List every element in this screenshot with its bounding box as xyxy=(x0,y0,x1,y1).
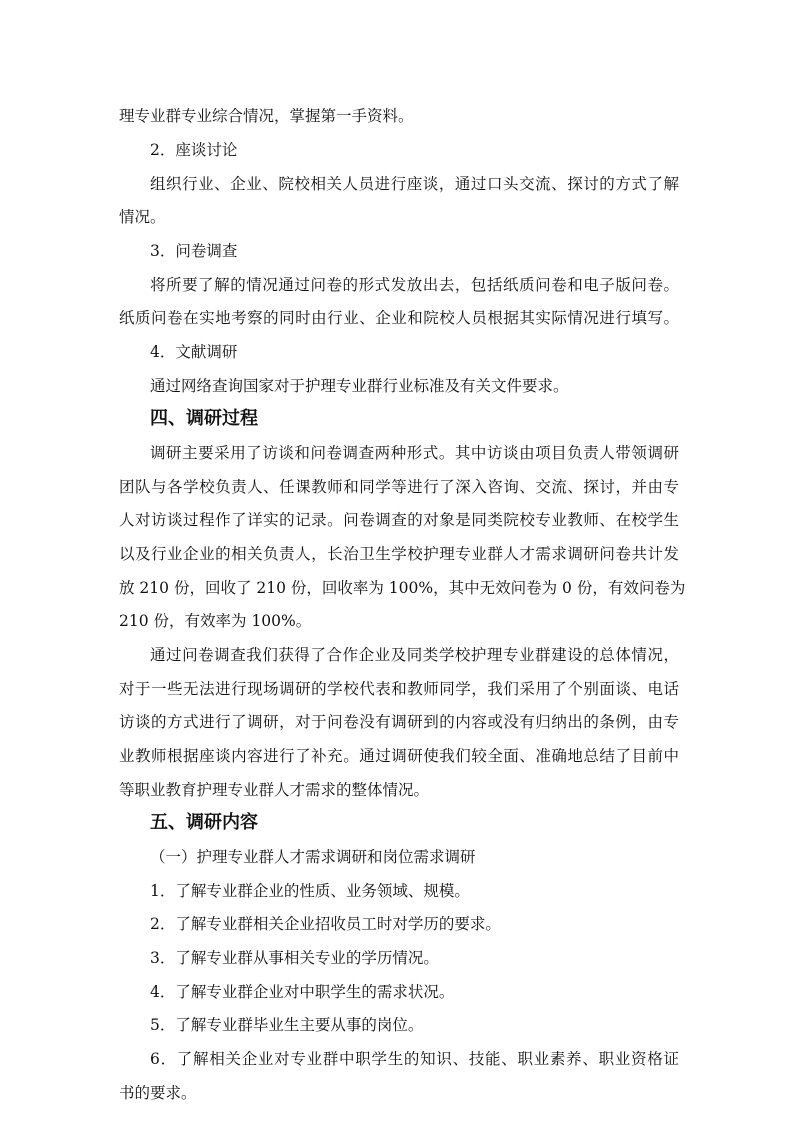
list-item: 1．了解专业群企业的性质、业务领域、规模。 xyxy=(150,882,470,900)
paragraph-line: 组织行业、企业、院校相关人员进行座谈，通过口头交流、探讨的方式了解 xyxy=(150,175,679,193)
section-heading: 五、调研内容 xyxy=(150,812,258,833)
paragraph-line: 放 210 份，回收了 210 份，回收率为 100%，其中无效问卷为 0 份，有效问卷为 xyxy=(119,579,686,597)
paragraph-line: 210 份，有效率为 100%。 xyxy=(119,612,312,630)
subheading-line: 4．文献调研 xyxy=(150,343,238,361)
paragraph-line: 团队与各学校负责人、任课教师和同学等进行了深入咨询、交流、探讨，并由专 xyxy=(119,478,679,496)
list-item: 3．了解专业群从事相关专业的学历情况。 xyxy=(150,949,439,967)
list-item: 6．了解相关企业对专业群中职学生的知识、技能、职业素养、职业资格证 xyxy=(150,1050,679,1068)
list-item-continuation: 书的要求。 xyxy=(119,1084,197,1102)
paragraph-line: 以及行业企业的相关负责人，长治卫生学校护理专业群人才需求调研问卷共计发 xyxy=(119,545,679,563)
list-item: 5．了解专业群毕业生主要从事的岗位。 xyxy=(150,1016,424,1034)
paragraph-line: 通过网络查询国家对于护理专业群行业标准及有关文件要求。 xyxy=(150,377,569,395)
subsection-heading: （一）护理专业群人才需求调研和岗位需求调研 xyxy=(150,848,476,866)
paragraph-line: 通过问卷调查我们获得了合作企业及同类学校护理专业群建设的总体情况， xyxy=(150,646,679,664)
list-item: 4．了解专业群企业对中职学生的需求状况。 xyxy=(150,983,455,1001)
list-item: 2．了解专业群相关企业招收员工时对学历的要求。 xyxy=(150,915,501,933)
paragraph-line: 对于一些无法进行现场调研的学校代表和教师同学，我们采用了个别面谈、电话 xyxy=(119,680,679,698)
paragraph-line: 等职业教育护理专业群人才需求的整体情况。 xyxy=(119,781,430,799)
paragraph-line: 调研主要采用了访谈和问卷调查两种形式。其中访谈由项目负责人带领调研 xyxy=(150,444,679,462)
paragraph-line: 将所要了解的情况通过问卷的形式发放出去，包括纸质问卷和电子版问卷。 xyxy=(150,276,679,294)
section-heading: 四、调研过程 xyxy=(150,408,258,429)
subheading-line: 3．问卷调查 xyxy=(150,242,238,260)
subheading-line: 2．座谈讨论 xyxy=(150,141,238,159)
paragraph-line: 情况。 xyxy=(119,208,166,226)
paragraph-line: 纸质问卷在实地考察的同时由行业、企业和院校人员根据其实际情况进行填写。 xyxy=(119,309,679,327)
paragraph-line: 理专业群专业综合情况，掌握第一手资料。 xyxy=(119,107,414,125)
paragraph-line: 业教师根据座谈内容进行了补充。通过调研使我们较全面、准确地总结了目前中 xyxy=(119,747,679,765)
paragraph-line: 人对访谈过程作了详实的记录。问卷调查的对象是同类院校专业教师、在校学生 xyxy=(119,511,679,529)
paragraph-line: 访谈的方式进行了调研，对于问卷没有调研到的内容或没有归纳出的条例，由专 xyxy=(119,713,679,731)
